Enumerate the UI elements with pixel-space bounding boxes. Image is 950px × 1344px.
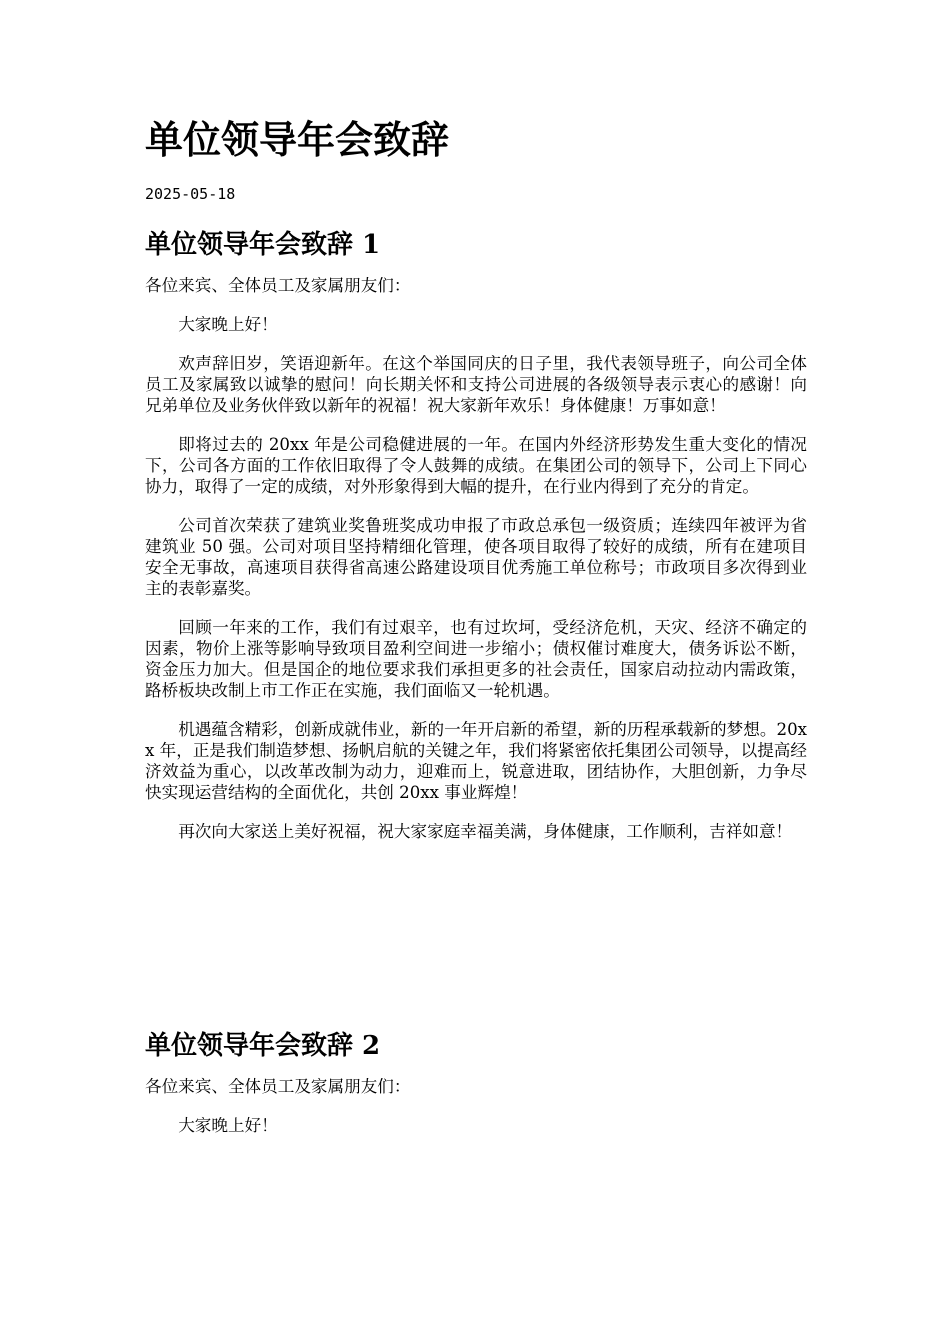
section-heading: 单位领导年会致辞 2: [145, 1031, 381, 1061]
body-paragraph: 回顾一年来的工作，我们有过艰辛，也有过坎坷，受经济危机，天灾、经济不确定的因素，物价上涨等影响导致项目盈利空间进一步缩小；债权催讨难度大，债务诉讼不断，资金压力加大。但是国企的地位要求我们承担更多的社会责任，国家启动拉动内需政策，路桥板块改制上市工作正在实施，我们面临又一轮机遇。: [145, 618, 807, 700]
greeting-paragraph: 大家晚上好！: [178, 1116, 278, 1135]
body-paragraph: 再次向大家送上美好祝福，祝大家家庭幸福美满，身体健康，工作顺利，吉祥如意！: [178, 822, 793, 841]
speech-section-1: [145, 227, 807, 842]
greeting-paragraph: 大家晚上好！: [178, 315, 278, 334]
body-paragraph: 欢声辞旧岁，笑语迎新年。在这个举国同庆的日子里，我代表领导班子，向公司全体员工及家属致以诚挚的慰问！向长期关怀和支持公司进展的各级领导表示衷心的感谢！向兄弟单位及业务伙伴致以新年的祝福！祝大家新年欢乐！身体健康！万事如意！: [145, 354, 807, 415]
body-paragraph: 机遇蕴含精彩，创新成就伟业，新的一年开启新的希望，新的历程承载新的梦想。20xx 年，正是我们制造梦想、扬帆启航的关键之年，我们将紧密依托集团公司领导，以提高经济效益为重心，以改革改制为动力，迎难而上，锐意进取，团结协作，大胆创新，力争尽快实现运营结构的全面优化，共创 20xx 事业辉煌！: [145, 720, 807, 802]
speech-section-2: [145, 1028, 807, 1136]
document-title: 单位领导年会致辞: [145, 117, 450, 162]
salutation: 各位来宾、全体员工及家属朋友们：: [145, 1077, 411, 1096]
body-paragraph: 即将过去的 20xx 年是公司稳健进展的一年。在国内外经济形势发生重大变化的情况下，公司各方面的工作依旧取得了令人鼓舞的成绩。在集团公司的领导下，公司上下同心协力，取得了一定的成绩，对外形象得到大幅的提升，在行业内得到了充分的肯定。: [145, 435, 807, 496]
section-heading: 单位领导年会致辞 1: [145, 230, 381, 260]
salutation: 各位来宾、全体员工及家属朋友们：: [145, 276, 411, 295]
document-date: 2025-05-18: [145, 185, 236, 203]
body-paragraph: 公司首次荣获了建筑业奖鲁班奖成功申报了市政总承包一级资质；连续四年被评为省建筑业 50 强。公司对项目坚持精细化管理，使各项目取得了较好的成绩，所有在建项目安全无事故，高速项目获得省高速公路建设项目优秀施工单位称号；市政项目多次得到业主的表彰嘉奖。: [145, 516, 807, 598]
